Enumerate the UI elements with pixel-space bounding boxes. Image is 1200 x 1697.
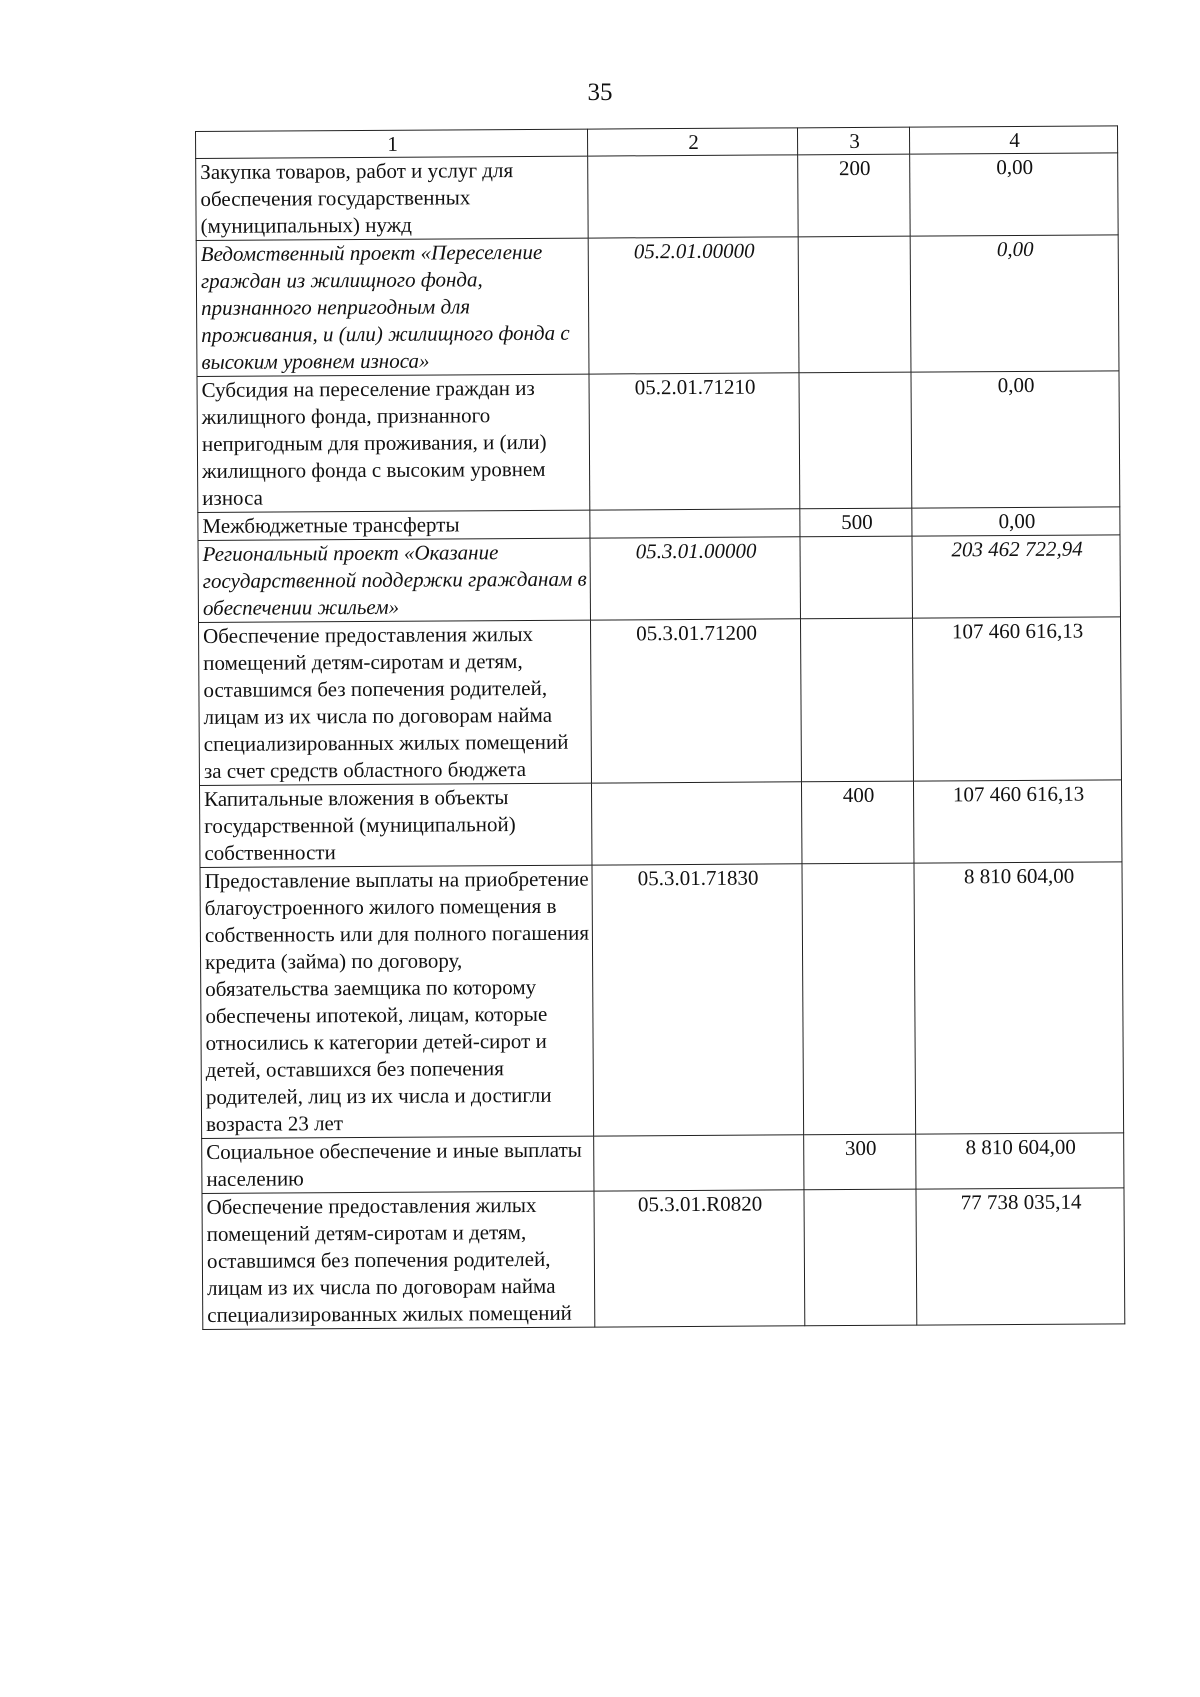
row-name: Обеспечение предоставления жилых помещений детям-сиротам и детям, оставшимся без попечения родителей, лицам из их числа по договорам найма специализированных жилых помещений bbox=[202, 1191, 595, 1329]
row-name: Региональный проект «Оказание государственной поддержки гражданам в обеспечении жильем» bbox=[198, 538, 590, 622]
column-header-3: 3 bbox=[797, 127, 909, 155]
row-amount: 8 810 604,00 bbox=[916, 1133, 1124, 1189]
row-amount: 107 460 616,13 bbox=[912, 617, 1121, 781]
row-amount: 0,00 bbox=[911, 371, 1120, 508]
row-name: Межбюджетные трансферты bbox=[198, 510, 590, 540]
row-amount: 203 462 722,94 bbox=[912, 535, 1120, 618]
row-name: Субсидия на переселение граждан из жилищного фонда, признанного непригодным для проживания, и (или) жилищного фонда с высоким уровнем износа bbox=[197, 374, 590, 512]
row-amount: 107 460 616,13 bbox=[913, 780, 1121, 863]
row-amount: 77 738 035,14 bbox=[916, 1188, 1125, 1325]
table-row bbox=[200, 862, 1124, 1139]
row-amount: 0,00 bbox=[912, 507, 1120, 536]
table-row bbox=[198, 535, 1120, 623]
row-expense-type bbox=[798, 236, 911, 373]
table-row bbox=[196, 235, 1119, 377]
table-row bbox=[199, 780, 1121, 868]
row-expense-type bbox=[800, 618, 913, 782]
row-amount: 0,00 bbox=[910, 153, 1118, 236]
row-name: Ведомственный проект «Переселение граждан из жилищного фонда, признанного непригодным для проживания, и (или) жилищного фонда с высоким уровнем износа» bbox=[196, 238, 589, 376]
row-expense-type bbox=[804, 1189, 917, 1326]
column-header-1: 1 bbox=[196, 129, 588, 158]
page-number: 35 bbox=[587, 79, 613, 106]
table-row bbox=[202, 1188, 1125, 1330]
row-expense-type: 400 bbox=[801, 781, 913, 864]
row-name: Закупка товаров, работ и услуг для обеспечения государственных (муниципальных) нужд bbox=[196, 156, 588, 240]
row-name: Социальное обеспечение и иные выплаты населению bbox=[202, 1136, 594, 1193]
row-amount: 0,00 bbox=[910, 235, 1119, 372]
column-header-2: 2 bbox=[587, 128, 797, 156]
row-amount: 8 810 604,00 bbox=[914, 862, 1124, 1134]
budget-table bbox=[195, 125, 1125, 1330]
row-code: 05.3.01.71830 bbox=[592, 864, 804, 1136]
row-name: Предоставление выплаты на приобретение благоустроенного жилого помещения в собственность или для полного погашения кредита (займа) по договору, обязательства заемщика по которому обеспечены ипотекой, лицам, которые относились к категории детей-сирот и детей, оставшихся без попечения родителей, лиц из их числа и достигли возраста 23 лет bbox=[200, 865, 594, 1138]
row-code: 05.3.01.71200 bbox=[590, 619, 801, 783]
column-header-4: 4 bbox=[909, 126, 1117, 154]
row-expense-type bbox=[802, 863, 916, 1135]
row-expense-type bbox=[799, 372, 912, 509]
row-expense-type: 500 bbox=[800, 508, 912, 537]
row-name: Обеспечение предоставления жилых помещений детям-сиротам и детям, оставшимся без попечения родителей, лицам из их числа по договорам найма специализированных жилых помещений за счет средств областного бюджета bbox=[199, 620, 592, 785]
table-row bbox=[202, 1133, 1124, 1194]
table-row bbox=[197, 371, 1120, 513]
row-code bbox=[594, 1135, 804, 1191]
row-code: 05.3.01.R0820 bbox=[594, 1190, 805, 1327]
table-row bbox=[196, 153, 1118, 241]
row-expense-type: 200 bbox=[798, 154, 910, 237]
row-code bbox=[590, 509, 800, 538]
row-code: 05.2.01.00000 bbox=[588, 237, 799, 374]
row-code: 05.3.01.00000 bbox=[590, 537, 800, 620]
row-name: Капитальные вложения в объекты государственной (муниципальной) собственности bbox=[199, 783, 591, 867]
row-expense-type: 300 bbox=[804, 1134, 916, 1190]
row-code bbox=[591, 782, 801, 865]
row-expense-type bbox=[800, 536, 912, 619]
row-code: 05.2.01.71210 bbox=[589, 373, 800, 510]
row-code bbox=[588, 155, 798, 238]
table-row bbox=[199, 617, 1122, 786]
